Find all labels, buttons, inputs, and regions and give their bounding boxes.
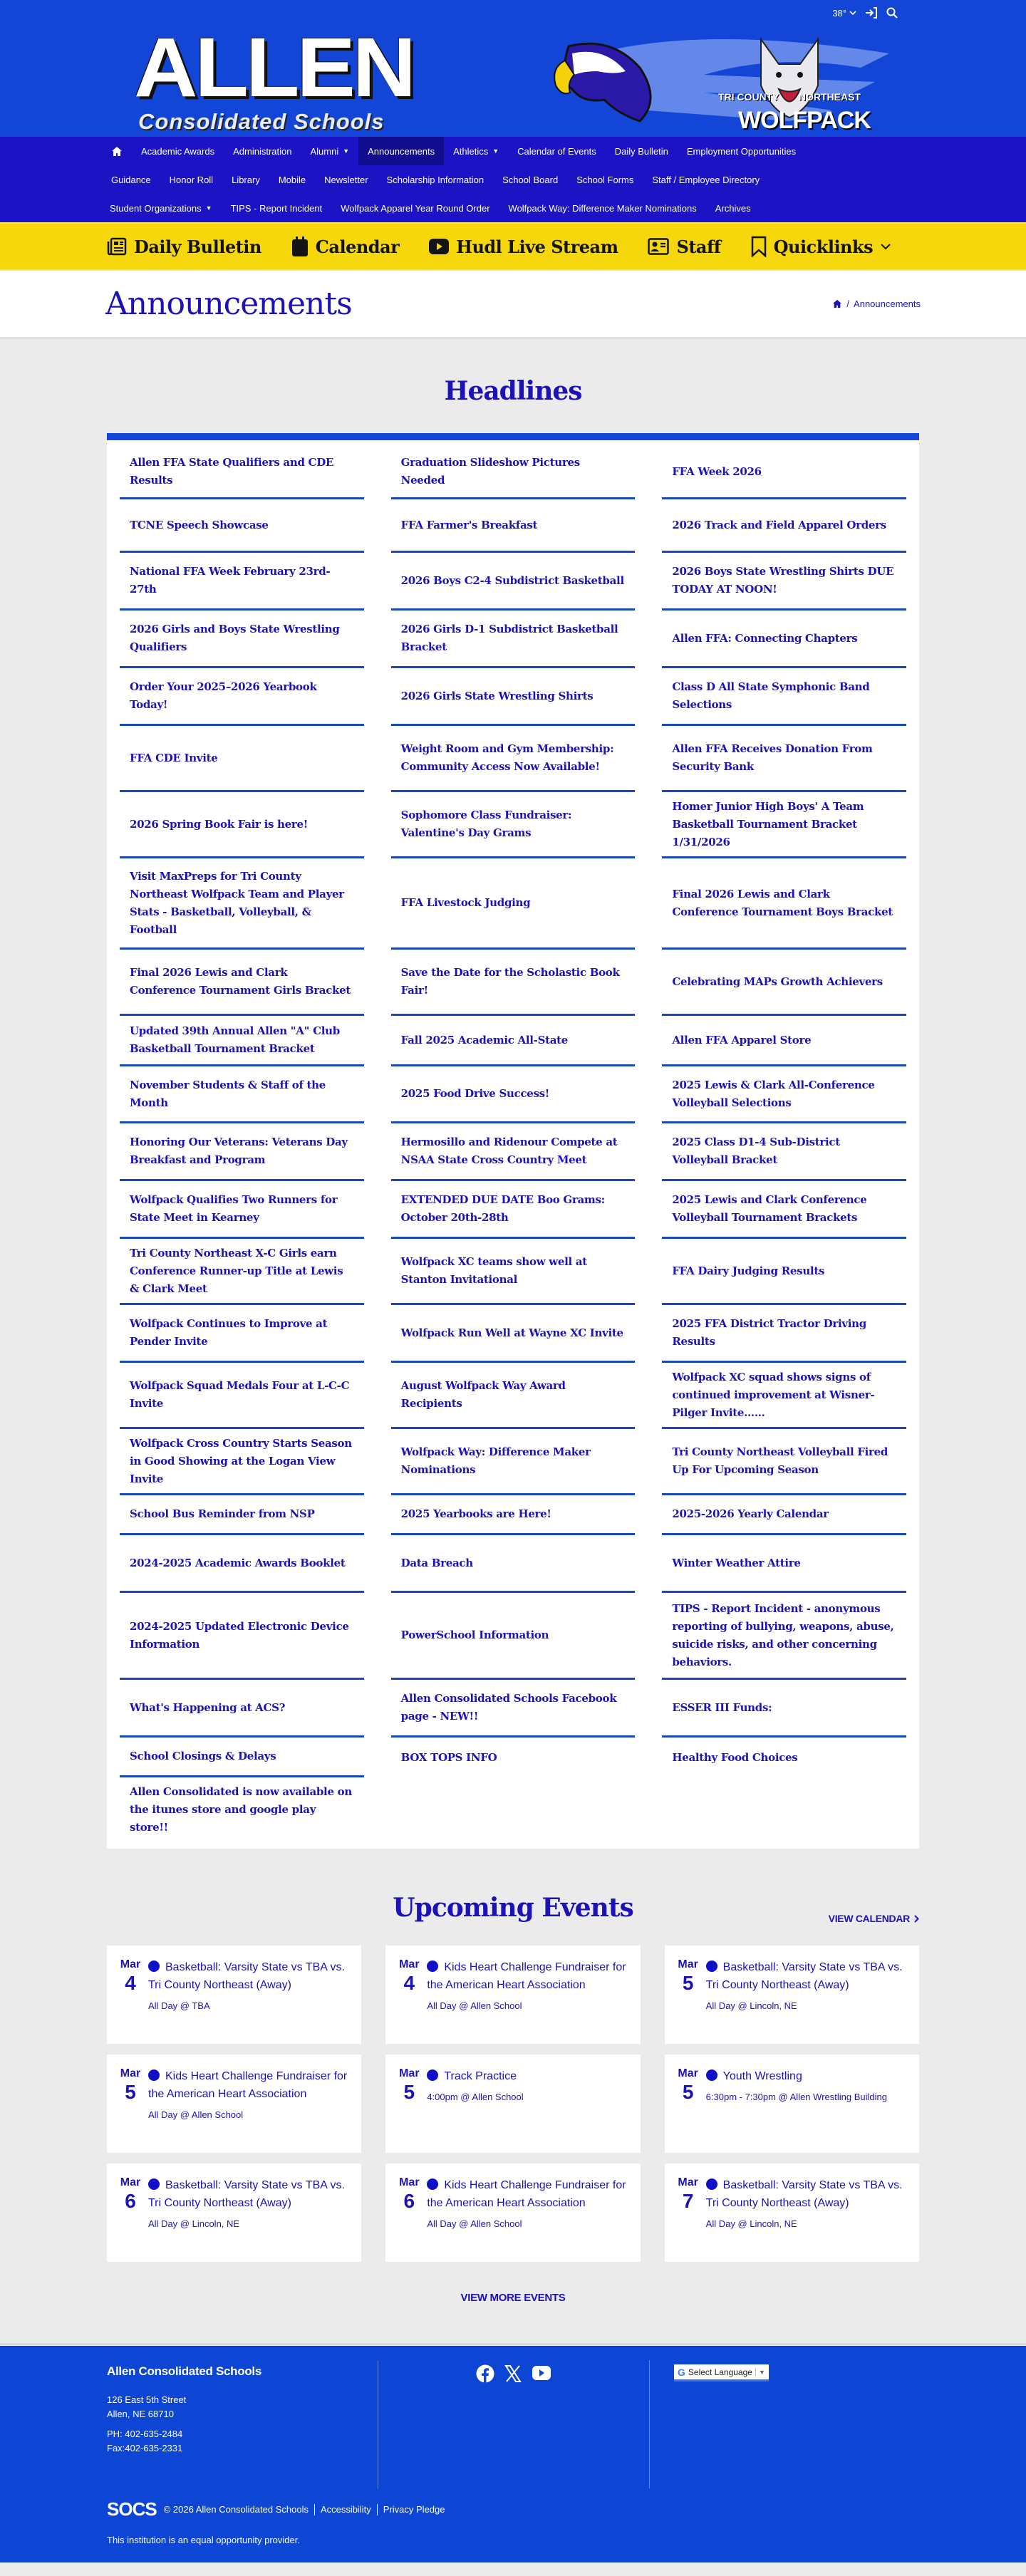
events-grid bbox=[107, 1946, 919, 2262]
header-banner bbox=[0, 0, 1026, 137]
privacy-pledge-link[interactable]: Privacy Pledge bbox=[383, 2504, 445, 2515]
headline-item[interactable]: School Closings & Delays bbox=[120, 1738, 364, 1777]
temperature: 38° bbox=[832, 7, 846, 19]
headline-item[interactable]: Celebrating MAPs Growth Achievers bbox=[662, 950, 906, 1016]
main-navigation bbox=[0, 137, 1026, 222]
event-body bbox=[706, 1958, 912, 2037]
x-icon[interactable] bbox=[504, 2364, 522, 2383]
wolfpack-logo bbox=[718, 36, 871, 135]
event-month: Mar bbox=[678, 1958, 698, 1970]
event-card[interactable] bbox=[665, 2055, 919, 2153]
event-body bbox=[148, 2067, 354, 2146]
headline-item[interactable]: 2025 Yearbooks are Here! bbox=[391, 1495, 636, 1535]
event-title-link[interactable] bbox=[148, 2067, 354, 2103]
caret-down-icon: ▼ bbox=[755, 2369, 765, 2376]
event-time-location: All Day @ TBA bbox=[148, 2000, 210, 2011]
headline-item[interactable]: Wolfpack Squad Medals Four at L-C-C Invite bbox=[120, 1363, 364, 1429]
home-icon bbox=[111, 146, 123, 157]
quicklink-hudl-live-stream[interactable]: Hudl Live Stream bbox=[429, 237, 618, 257]
nav-student-organizations[interactable]: Student Organizations ▼ bbox=[110, 202, 212, 214]
headline-item[interactable]: Fall 2025 Academic All-State bbox=[391, 1016, 636, 1066]
headline-item[interactable]: Healthy Food Choices bbox=[672, 1750, 798, 1764]
socs-logo[interactable]: SOCS bbox=[107, 2498, 157, 2520]
social-links bbox=[378, 2364, 649, 2383]
event-time-location: 6:30pm - 7:30pm @ Allen Wrestling Building bbox=[705, 2092, 887, 2102]
nav-row-2 bbox=[105, 165, 921, 194]
headline-item[interactable]: FFA Dairy Judging Results bbox=[662, 1239, 906, 1305]
event-title-link[interactable] bbox=[706, 2176, 912, 2212]
headline-item[interactable]: Visit MaxPreps for Tri County Northeast Wolfpack Team and Player Stats - Basketball, Volleyball, & Football bbox=[120, 858, 364, 950]
footer-language bbox=[649, 2360, 920, 2488]
chevron-down-icon bbox=[849, 10, 856, 16]
nav-administration[interactable]: Administration bbox=[233, 145, 292, 157]
event-date bbox=[120, 2176, 141, 2255]
event-date bbox=[398, 2176, 420, 2255]
event-title-link[interactable] bbox=[706, 1958, 912, 1994]
footer-columns bbox=[107, 2360, 919, 2488]
event-body bbox=[148, 2176, 354, 2255]
event-category-dot-icon bbox=[706, 2178, 717, 2190]
wolf-label-right: NORTHEAST bbox=[798, 91, 861, 103]
page-title-band bbox=[0, 271, 1026, 339]
quicklink-quicklinks[interactable]: Quicklinks bbox=[751, 236, 892, 257]
headline-item[interactable]: November Students & Staff of the Month bbox=[120, 1066, 364, 1123]
event-month: Mar bbox=[399, 1958, 420, 1970]
events-header bbox=[107, 1893, 919, 1936]
headline-item[interactable]: National FFA Week February 23rd-27th bbox=[120, 553, 364, 611]
headline-item[interactable]: 2026 Girls State Wrestling Shirts bbox=[391, 668, 636, 726]
headline-item[interactable]: Weight Room and Gym Membership: Community Access Now Available! bbox=[391, 726, 636, 792]
headline-item[interactable]: Sophomore Class Fundraiser: Valentine's Day Grams bbox=[391, 792, 636, 858]
headline-item[interactable]: TCNE Speech Showcase bbox=[120, 499, 364, 553]
headline-item[interactable]: Final 2026 Lewis and Clark Conference Tournament Boys Bracket bbox=[662, 858, 906, 950]
event-time-location: All Day @ Lincoln, NE bbox=[148, 2218, 240, 2229]
headlines-section bbox=[0, 339, 1026, 1849]
event-title-link[interactable] bbox=[148, 2176, 354, 2212]
headline-item[interactable]: Final 2026 Lewis and Clark Conference Tournament Girls Bracket bbox=[120, 950, 364, 1016]
event-month: Mar bbox=[399, 2176, 420, 2188]
headline-item[interactable]: Allen FFA State Qualifiers and CDE Results bbox=[120, 446, 364, 499]
event-card[interactable] bbox=[385, 1946, 640, 2044]
wolf-label-name: WOLFPACK bbox=[738, 107, 871, 134]
nav-tips-report-incident[interactable]: TIPS - Report Incident bbox=[230, 202, 323, 214]
caret-down-icon: ▼ bbox=[343, 147, 350, 155]
divider bbox=[377, 2504, 378, 2515]
utility-bar bbox=[832, 7, 898, 19]
youtube-icon[interactable] bbox=[532, 2364, 551, 2382]
headlines-title: Headlines bbox=[444, 376, 582, 406]
event-date bbox=[678, 2176, 699, 2255]
quicklink-calendar[interactable]: Calendar bbox=[291, 237, 399, 257]
headline-item[interactable]: Data Breach bbox=[391, 1535, 636, 1593]
headline-item[interactable]: School Bus Reminder from NSP bbox=[120, 1495, 364, 1535]
event-category-dot-icon bbox=[427, 2178, 438, 2190]
headline-item[interactable]: FFA Farmer's Breakfast bbox=[391, 499, 636, 553]
headline-item[interactable]: Save the Date for the Scholastic Book Fair! bbox=[391, 950, 636, 1016]
event-title: Kids Heart Challenge Fundraiser for the American Heart Association bbox=[148, 2070, 348, 2100]
sign-in-icon[interactable] bbox=[865, 7, 878, 19]
chevron-down-icon bbox=[880, 243, 891, 250]
event-title-link[interactable] bbox=[706, 2067, 887, 2085]
headlines-grid bbox=[120, 446, 906, 1842]
headline-item[interactable]: Wolfpack Qualifies Two Runners for State Meet in Kearney bbox=[120, 1181, 364, 1239]
headline-item[interactable]: Allen FFA Receives Donation From Security Bank bbox=[662, 726, 906, 792]
headline-item[interactable]: Allen Consolidated is now available on the itunes store and google play store!! bbox=[130, 1785, 352, 1834]
youtube-icon bbox=[429, 239, 449, 254]
event-month: Mar bbox=[120, 2176, 141, 2188]
view-more-events-wrap bbox=[107, 2262, 919, 2343]
footer bbox=[0, 2343, 1026, 2562]
headline-item[interactable]: Wolfpack XC teams show well at Stanton Invitational bbox=[391, 1239, 636, 1305]
event-time-location: 4:00pm @ Allen School bbox=[427, 2092, 524, 2102]
nav-row-3 bbox=[105, 194, 921, 222]
breadcrumb-separator: / bbox=[846, 298, 850, 309]
headline-item[interactable]: 2024-2025 Academic Awards Booklet bbox=[120, 1535, 364, 1593]
event-card[interactable] bbox=[107, 2055, 361, 2153]
headline-item[interactable]: Wolfpack XC squad shows signs of continued improvement at Wisner-Pilger Invite...... bbox=[662, 1363, 906, 1429]
divider bbox=[314, 2504, 315, 2515]
nav-home[interactable] bbox=[105, 137, 132, 165]
event-month: Mar bbox=[678, 2067, 698, 2079]
event-category-dot-icon bbox=[427, 2069, 438, 2081]
headline-item[interactable]: 2026 Track and Field Apparel Orders bbox=[662, 499, 906, 553]
headline-item[interactable]: 2026 Girls and Boys State Wrestling Qualifiers bbox=[120, 611, 364, 668]
event-title-link[interactable] bbox=[148, 1958, 354, 1994]
view-calendar-link[interactable]: VIEW CALENDAR bbox=[829, 1913, 919, 1924]
event-day: 7 bbox=[682, 2190, 694, 2212]
wolf-label-left: TRI COUNTY bbox=[718, 91, 779, 103]
nav-archives[interactable]: Archives bbox=[715, 202, 751, 214]
footer-address: 126 East 5th Street Allen, NE 68710 bbox=[107, 2394, 187, 2419]
event-time-location: All Day @ Lincoln, NE bbox=[705, 2218, 797, 2229]
headline-item[interactable]: BOX TOPS INFO bbox=[400, 1750, 497, 1764]
headline-item[interactable]: 2025 Class D1-4 Sub-District Volleyball Bracket bbox=[662, 1123, 906, 1181]
headline-item[interactable]: Tri County Northeast Volleyball Fired Up For Upcoming Season bbox=[662, 1429, 906, 1495]
headline-item[interactable]: FFA Livestock Judging bbox=[391, 858, 636, 950]
nav-athletics[interactable]: Athletics ▼ bbox=[453, 145, 499, 157]
headline-item[interactable]: FFA CDE Invite bbox=[120, 726, 364, 792]
nav-guidance[interactable]: Guidance bbox=[111, 174, 151, 185]
headline-item[interactable]: Wolfpack Cross Country Starts Season in Good Showing at the Logan View Invite bbox=[120, 1429, 364, 1495]
headline-item[interactable]: 2026 Boys State Wrestling Shirts DUE TODAY AT NOON! bbox=[662, 553, 906, 611]
event-title: Basketball: Varsity State vs TBA vs. Tri County Northeast (Away) bbox=[705, 1961, 903, 1991]
event-time-location: All Day @ Lincoln, NE bbox=[705, 2000, 797, 2011]
event-time-location: All Day @ Allen School bbox=[427, 2000, 522, 2011]
search-icon[interactable] bbox=[886, 7, 898, 19]
headline-item[interactable]: Hermosillo and Ridenour Compete at NSAA State Cross Country Meet bbox=[391, 1123, 636, 1181]
quicklink-daily-bulletin[interactable]: Daily Bulletin bbox=[107, 237, 261, 257]
event-date bbox=[120, 1958, 141, 2037]
headline-item[interactable]: FFA Week 2026 bbox=[662, 446, 906, 499]
event-body bbox=[427, 2176, 633, 2255]
event-title-link[interactable] bbox=[427, 1958, 633, 1994]
event-day: 4 bbox=[403, 1972, 415, 1994]
event-day: 5 bbox=[125, 2081, 136, 2103]
event-time-location: All Day @ Allen School bbox=[427, 2218, 522, 2229]
headline-item[interactable]: 2026 Girls D-1 Subdistrict Basketball Bracket bbox=[391, 611, 636, 668]
headline-item[interactable]: Wolfpack Way: Difference Maker Nominations bbox=[391, 1429, 636, 1495]
headline-empty-cell bbox=[662, 1777, 906, 1842]
caret-down-icon: ▼ bbox=[205, 204, 212, 212]
headlines-list bbox=[107, 433, 919, 1849]
event-title: Track Practice bbox=[444, 2070, 517, 2082]
event-title: Kids Heart Challenge Fundraiser for the American Heart Association bbox=[427, 2179, 626, 2209]
facebook-icon[interactable] bbox=[476, 2364, 494, 2383]
event-date bbox=[120, 2067, 141, 2146]
footer-school-name: Allen Consolidated Schools bbox=[107, 2364, 262, 2378]
headline-item[interactable]: 2025 FFA District Tractor Driving Results bbox=[662, 1305, 906, 1363]
headline-item[interactable]: Allen FFA Apparel Store bbox=[662, 1016, 906, 1066]
headline-item[interactable]: PowerSchool Information bbox=[391, 1593, 636, 1680]
event-category-dot-icon bbox=[148, 2069, 160, 2081]
nav-daily-bulletin[interactable]: Daily Bulletin bbox=[614, 145, 668, 157]
event-title: Basketball: Varsity State vs TBA vs. Tri County Northeast (Away) bbox=[148, 1961, 345, 1991]
breadcrumb-current: Announcements bbox=[854, 298, 921, 309]
nav-honor-roll[interactable]: Honor Roll bbox=[169, 174, 214, 185]
event-category-dot-icon bbox=[148, 2178, 160, 2190]
weather-toggle[interactable] bbox=[832, 8, 856, 19]
event-day: 6 bbox=[125, 2190, 136, 2212]
headline-item[interactable]: Honoring Our Veterans: Veterans Day Breakfast and Program bbox=[120, 1123, 364, 1181]
event-category-dot-icon bbox=[427, 1960, 438, 1972]
event-card[interactable] bbox=[665, 1946, 919, 2044]
event-body bbox=[427, 1958, 633, 2037]
event-month: Mar bbox=[120, 1958, 141, 1970]
event-body bbox=[706, 2067, 887, 2146]
nav-wolfpack-way[interactable]: Wolfpack Way: Difference Maker Nominations bbox=[508, 202, 697, 214]
event-title: Basketball: Varsity State vs TBA vs. Tri County Northeast (Away) bbox=[705, 2179, 903, 2209]
event-card[interactable] bbox=[665, 2164, 919, 2262]
event-body bbox=[148, 1958, 354, 2037]
footer-bottom bbox=[107, 2498, 919, 2520]
headline-item[interactable]: 2026 Spring Book Fair is here! bbox=[120, 792, 364, 858]
event-date bbox=[398, 1958, 420, 2037]
event-day: 5 bbox=[682, 1972, 694, 1994]
nav-employment-opportunities[interactable]: Employment Opportunities bbox=[686, 145, 797, 157]
view-more-events-link[interactable]: VIEW MORE EVENTS bbox=[460, 2292, 566, 2304]
headline-item[interactable]: 2025 Lewis & Clark All-Conference Volleyball Selections bbox=[662, 1066, 906, 1123]
copyright: © 2026 Allen Consolidated Schools bbox=[163, 2504, 309, 2515]
event-day: 5 bbox=[403, 2081, 415, 2103]
headline-item[interactable]: Allen Consolidated Schools Facebook page - NEW!! bbox=[391, 1680, 636, 1738]
nav-mobile[interactable]: Mobile bbox=[278, 174, 306, 185]
calendar-icon bbox=[291, 237, 309, 256]
event-category-dot-icon bbox=[706, 2069, 717, 2081]
nav-school-board[interactable]: School Board bbox=[502, 174, 559, 185]
quicklink-staff[interactable]: Staff bbox=[648, 237, 720, 257]
quicklinks-bar bbox=[0, 222, 1026, 271]
headline-item[interactable]: ESSER III Funds: bbox=[662, 1680, 906, 1738]
event-title-link[interactable] bbox=[427, 2176, 633, 2212]
event-title-link[interactable] bbox=[427, 2067, 523, 2085]
event-body bbox=[706, 2176, 912, 2255]
headline-item[interactable]: Graduation Slideshow Pictures Needed bbox=[391, 446, 636, 499]
headline-item[interactable]: Tri County Northeast X-C Girls earn Conference Runner-up Title at Lewis & Clark Meet bbox=[120, 1239, 364, 1305]
headline-item[interactable]: Wolfpack Continues to Improve at Pender Invite bbox=[120, 1305, 364, 1363]
event-title: Basketball: Varsity State vs TBA vs. Tri County Northeast (Away) bbox=[148, 2179, 345, 2209]
event-month: Mar bbox=[678, 2176, 698, 2188]
headline-item[interactable]: 2026 Boys C2-4 Subdistrict Basketball bbox=[391, 553, 636, 611]
headline-item[interactable]: Allen FFA: Connecting Chapters bbox=[662, 611, 906, 668]
event-card[interactable] bbox=[107, 2164, 361, 2262]
nav-library[interactable]: Library bbox=[232, 174, 260, 185]
page-title: Announcements bbox=[105, 286, 352, 322]
event-card[interactable] bbox=[385, 2164, 640, 2262]
chevron-right-icon bbox=[914, 1915, 919, 1923]
events-title: Upcoming Events bbox=[393, 1893, 633, 1923]
nav-wolfpack-apparel[interactable]: Wolfpack Apparel Year Round Order bbox=[341, 202, 490, 214]
headline-item[interactable]: 2024-2025 Updated Electronic Device Information bbox=[120, 1593, 364, 1680]
equal-opportunity-statement: This institution is an equal opportunity provider. bbox=[107, 2535, 300, 2545]
logo-subtitle: Consolidated Schools bbox=[138, 109, 385, 134]
breadcrumb bbox=[832, 298, 921, 309]
caret-down-icon: ▼ bbox=[492, 147, 499, 155]
headline-item[interactable]: 2025-2026 Yearly Calendar bbox=[662, 1495, 906, 1535]
footer-phone: PH: 402-635-2484 Fax:402-635-2331 bbox=[107, 2429, 183, 2453]
nav-academic-awards[interactable]: Academic Awards bbox=[141, 145, 215, 157]
school-logo[interactable] bbox=[134, 21, 918, 135]
events-section bbox=[0, 1849, 1026, 2343]
event-day: 6 bbox=[403, 2190, 415, 2212]
headline-empty-cell bbox=[391, 1777, 636, 1842]
headline-item[interactable]: Updated 39th Annual Allen "A" Club Basketball Tournament Bracket bbox=[120, 1016, 364, 1066]
nav-scholarship-information[interactable]: Scholarship Information bbox=[386, 174, 484, 185]
id-card-icon bbox=[648, 238, 669, 255]
headline-item[interactable]: Homer Junior High Boys' A Team Basketball Tournament Bracket 1/31/2026 bbox=[662, 792, 906, 858]
event-date bbox=[678, 2067, 699, 2146]
event-day: 5 bbox=[682, 2081, 694, 2103]
headline-item[interactable]: August Wolfpack Way Award Recipients bbox=[391, 1363, 636, 1429]
event-month: Mar bbox=[120, 2067, 141, 2079]
event-date bbox=[398, 2067, 420, 2146]
event-date bbox=[678, 1958, 699, 2037]
google-icon: G bbox=[678, 2366, 685, 2378]
headline-item[interactable]: What's Happening at ACS? bbox=[120, 1680, 364, 1738]
nav-calendar-of-events[interactable]: Calendar of Events bbox=[517, 145, 596, 157]
event-card[interactable] bbox=[107, 1946, 361, 2044]
nav-alumni[interactable]: Alumni ▼ bbox=[310, 145, 350, 157]
language-select[interactable]: G Select Language ▼ bbox=[674, 2364, 769, 2382]
headline-item[interactable]: Winter Weather Attire bbox=[662, 1535, 906, 1593]
newspaper-icon bbox=[107, 237, 127, 256]
nav-announcements[interactable]: Announcements bbox=[358, 137, 444, 165]
accessibility-link[interactable]: Accessibility bbox=[320, 2504, 371, 2515]
event-category-dot-icon bbox=[706, 1960, 717, 1972]
event-time-location: All Day @ Allen School bbox=[148, 2109, 244, 2120]
headline-item[interactable]: 2025 Food Drive Success! bbox=[391, 1066, 636, 1123]
headline-item[interactable]: Class D All State Symphonic Band Selections bbox=[662, 668, 906, 726]
headline-item[interactable]: EXTENDED DUE DATE Boo Grams: October 20th-28th bbox=[391, 1181, 636, 1239]
nav-row-1 bbox=[105, 137, 921, 165]
headline-item[interactable]: Wolfpack Run Well at Wayne XC Invite bbox=[391, 1305, 636, 1363]
headline-item[interactable]: 2025 Lewis and Clark Conference Volleyball Tournament Brackets bbox=[662, 1181, 906, 1239]
footer-contact bbox=[107, 2360, 378, 2488]
home-icon[interactable] bbox=[832, 299, 842, 308]
event-day: 4 bbox=[125, 1972, 136, 1994]
bookmark-icon bbox=[751, 236, 767, 257]
nav-school-forms[interactable]: School Forms bbox=[576, 174, 634, 185]
nav-staff-directory[interactable]: Staff / Employee Directory bbox=[652, 174, 760, 185]
event-month: Mar bbox=[399, 2067, 420, 2079]
event-body bbox=[427, 2067, 523, 2146]
headline-item[interactable]: TIPS - Report Incident - anonymous reporting of bullying, weapons, abuse, suicide risks, and other concerning behaviors. bbox=[662, 1593, 906, 1680]
footer-social bbox=[378, 2360, 649, 2488]
nav-newsletter[interactable]: Newsletter bbox=[324, 174, 368, 185]
headline-item[interactable]: Order Your 2025–2026 Yearbook Today! bbox=[120, 668, 364, 726]
event-card[interactable] bbox=[385, 2055, 640, 2153]
logo-title: ALLEN bbox=[134, 21, 413, 115]
event-category-dot-icon bbox=[148, 1960, 160, 1972]
event-title: Youth Wrestling bbox=[722, 2070, 802, 2082]
event-title: Kids Heart Challenge Fundraiser for the American Heart Association bbox=[427, 1961, 626, 1991]
